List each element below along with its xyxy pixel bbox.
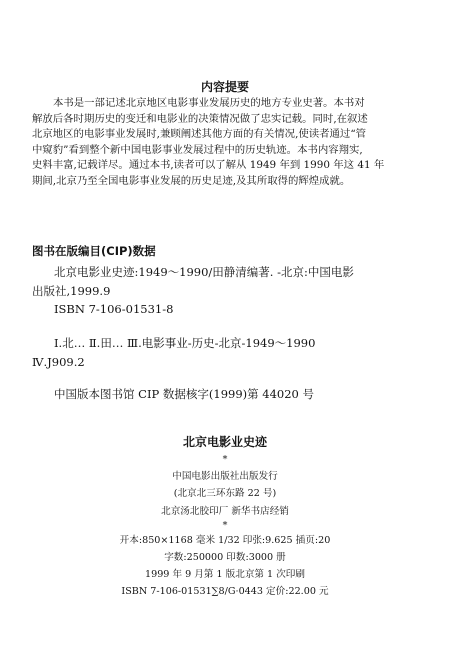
summary-line: 本书是一部记述北京地区电影事业发展历史的地方专业史著。本书对 — [53, 97, 365, 109]
colophon-isbn-price: ISBN 7-106-01531∑8/G·0443 定价:22.00 元 — [121, 586, 329, 597]
cip-subjects-line2: Ⅳ.J909.2 — [32, 355, 85, 369]
cip-entry-line2: 出版社,1999.9 — [32, 284, 111, 298]
content-summary-title: 内容提要 — [200, 80, 249, 94]
cip-subjects-line1: Ⅰ.北… Ⅱ.田… Ⅲ.电影事业-历史-北京-1949～1990 — [54, 336, 316, 350]
colophon-book-title: 北京电影业史迹 — [182, 435, 267, 449]
colophon-edition: 1999 年 9 月第 1 版北京第 1 次印刷 — [144, 569, 305, 580]
summary-line: 解放后各时期历史的变迁和电影业的决策情况做了忠实记载。同时,在叙述 — [32, 112, 368, 125]
colophon-publisher: 中国电影出版社出版发行 — [172, 471, 278, 482]
colophon-printer: 北京汤北胶印厂 新华书店经销 — [161, 506, 289, 517]
colophon-counts: 字数:250000 印数:3000 册 — [164, 552, 286, 563]
cip-number: 中国版本图书馆 CIP 数据核字(1999)第 44020 号 — [54, 387, 315, 401]
colophon-separator: * — [222, 454, 228, 465]
summary-line: 中窥豹”看到整个新中国电影事业发展过程中的历史轨迹。本书内容翔实, — [32, 143, 363, 156]
cip-isbn: ISBN 7-106-01531-8 — [54, 302, 174, 316]
colophon-address: (北京北三环东路 22 号) — [173, 488, 277, 499]
summary-line: 北京地区的电影事业发展时,兼顾阐述其他方面的有关情况,使读者通过“管 — [32, 128, 367, 141]
colophon-separator: * — [222, 520, 228, 531]
summary-line: 史料丰富,记载详尽。通过本书,读者可以了解从 1949 年到 1990 年这 41 年 — [32, 159, 385, 172]
summary-line: 期间,北京乃至全国电影事业发展的历史足迹,及其所取得的辉煌成就。 — [32, 174, 351, 187]
cip-heading: 图书在版编目(CIP)数据 — [32, 244, 156, 258]
cip-entry-line1: 北京电影业史迹:1949～1990/田静清编著. -北京:中国电影 — [54, 265, 354, 279]
colophon-format: 开本:850×1168 毫米 1/32 印张:9.625 插页:20 — [119, 535, 331, 546]
content-summary-body — [32, 96, 420, 190]
